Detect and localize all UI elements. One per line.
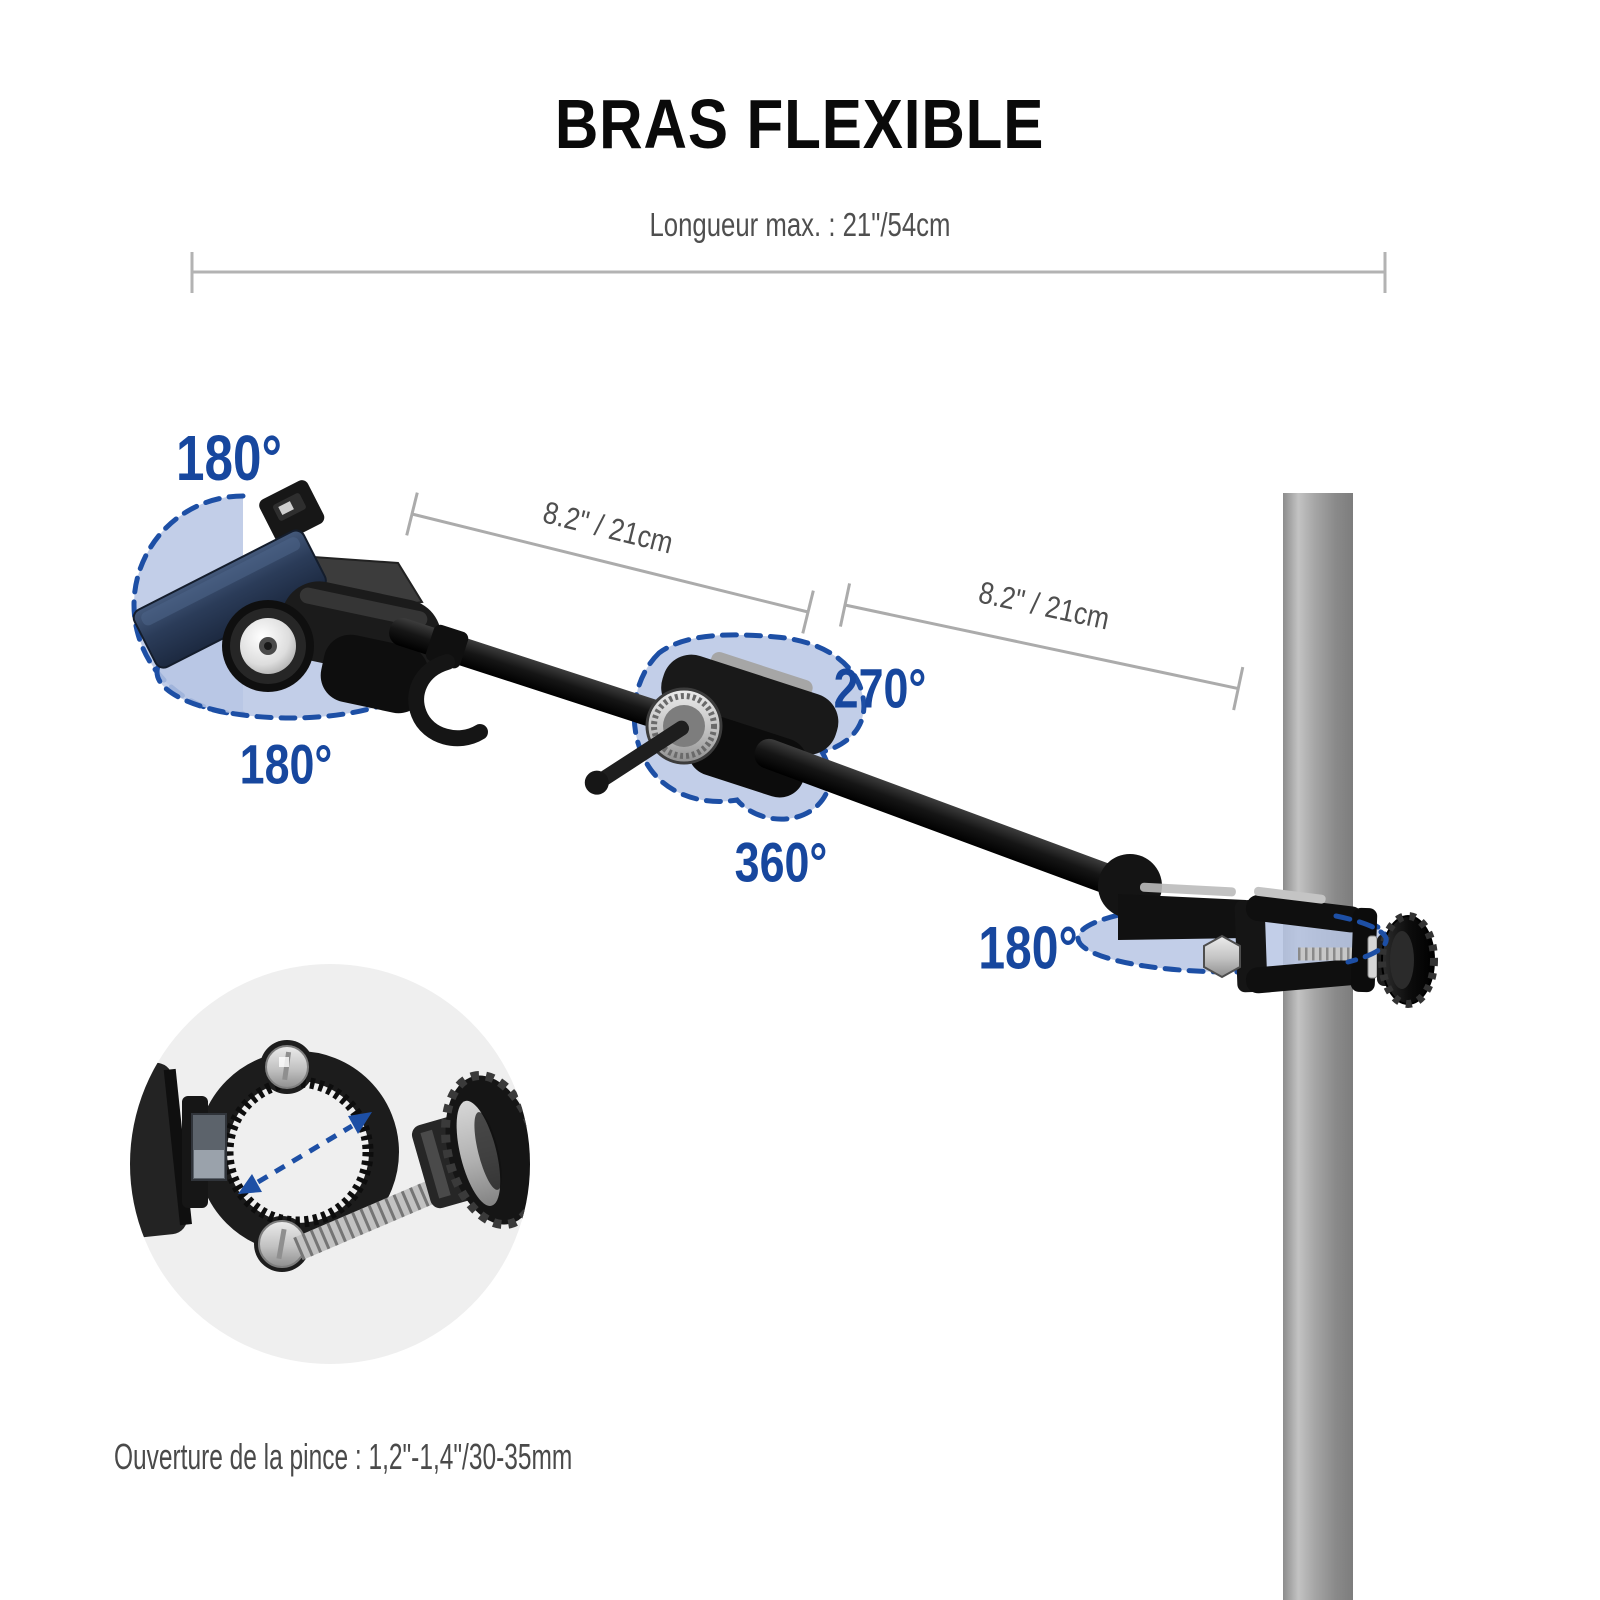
overall-dimension-label: Longueur max. : 21"/54cm xyxy=(649,206,951,243)
angle-label-clamp-rotation: 180° xyxy=(978,914,1078,982)
arm-lower-elbow xyxy=(1098,854,1246,940)
page-title: BRAS FLEXIBLE xyxy=(555,85,1045,163)
angle-label-elbow-rotation: 360° xyxy=(734,830,828,894)
segment1-dimension-label: 8.2" / 21cm xyxy=(539,494,677,561)
clamp-opening-note: Ouverture de la pince : 1,2"-1,4"/30-35mm xyxy=(114,1436,573,1477)
inset-screw-top xyxy=(266,1046,308,1088)
clamp-hex-nut xyxy=(1204,936,1240,977)
arm-segment-1 xyxy=(384,610,681,739)
mounting-pole xyxy=(1283,493,1353,1600)
angle-label-elbow-tilt: 270° xyxy=(833,656,927,720)
clamp-detail-inset xyxy=(95,964,553,1364)
clamp-knob xyxy=(1382,916,1434,1004)
cable-clip xyxy=(416,662,480,738)
segment2-dimension-label: 8.2" / 21cm xyxy=(975,574,1113,637)
dimension-line-overall xyxy=(192,252,1385,293)
angle-label-head-tilt: 180° xyxy=(176,422,282,494)
angle-label-head-pan: 180° xyxy=(239,732,333,796)
